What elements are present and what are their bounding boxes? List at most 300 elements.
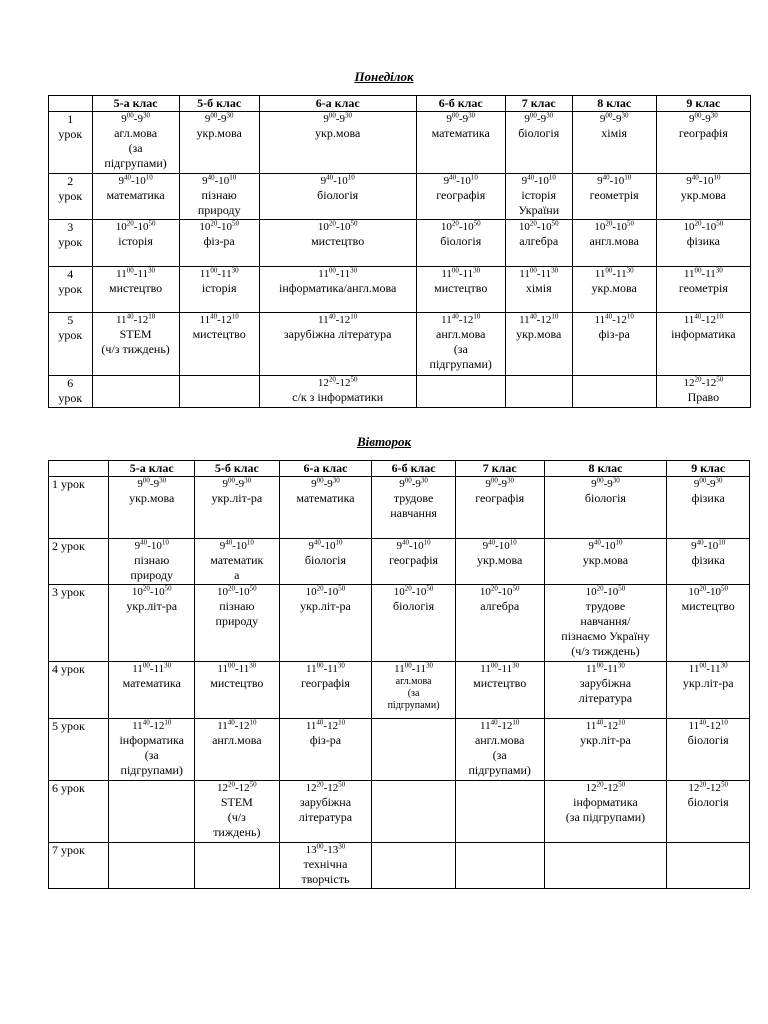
time-start-minutes: 00 [529,111,537,120]
time-end-minutes: 30 [337,661,345,670]
subject-line: біологія [687,795,729,809]
time-end-minutes: 50 [338,780,346,789]
time-end-hour: 11 [327,663,338,675]
time-end-minutes: 30 [468,111,476,120]
lesson-time: $9^{00}-9^{30}$ [524,111,554,125]
lesson-time: $11^{40}-12^{10}$ [519,312,559,326]
lesson-cell [259,174,416,220]
time-end-minutes: 10 [720,718,728,727]
time-start-minutes: 40 [142,718,150,727]
lesson-cell [544,585,667,662]
lesson-time: $9^{40}-10^{10}$ [396,538,431,552]
lesson-cell [259,376,416,408]
class-header: 6-а клас [259,96,416,112]
lesson-cell [279,662,372,719]
time-end-minutes: 10 [145,173,153,182]
time-start-minutes: 00 [404,661,412,670]
time-end-hour: 12 [238,782,250,794]
time-start-minutes: 00 [596,661,604,670]
subject-line: англ.мова [436,327,486,341]
lesson-label-line: 3 [67,220,74,234]
lesson-cell [372,662,456,719]
lesson-label-line: 7 урок [52,843,85,857]
time-end-hour: 12 [462,314,474,326]
time-start-minutes: 00 [210,266,218,275]
lesson-label-line: урок [58,235,83,249]
lesson-time: $11^{40}-12^{10}$ [480,718,520,732]
time-end-minutes: 10 [423,538,431,547]
time-start-minutes: 20 [126,219,134,228]
time-end-hour: 11 [339,268,351,280]
lesson-cell [92,376,179,408]
lesson-cell [279,477,372,539]
time-end-hour: 11 [540,268,552,280]
subject-line: мистецтво [311,234,365,248]
subject-line: математик [210,553,264,567]
time-end-minutes: 50 [716,219,724,228]
time-end-minutes: 10 [715,312,723,321]
time-start-hour: 11 [199,314,211,326]
lesson-label-line: 3 урок [52,585,85,599]
lesson-time: $9^{40}-10^{10}$ [588,538,623,552]
time-start-hour: 10 [688,586,700,598]
time-end-hour: 12 [153,720,165,732]
time-end-minutes: 30 [720,661,728,670]
time-start-minutes: 40 [326,173,334,182]
lesson-time: $9^{00}-9^{30}$ [689,111,718,125]
time-start-hour: 11 [585,720,597,732]
subject-line: агл.мова [114,126,158,140]
time-start-minutes: 40 [596,718,604,727]
lesson-cell [109,477,195,539]
lesson-time: $10^{20}-10^{50}$ [131,584,172,598]
subject-line: (за [453,342,468,356]
lesson-cell [544,719,667,781]
subject-line: зарубіжна література [283,327,392,341]
time-end-hour: 10 [336,175,348,187]
subject-line: інформатика [119,733,184,747]
time-end-hour: 12 [501,720,513,732]
subject-line: фіз-ра [203,234,235,248]
time-start-minutes: 20 [596,584,604,593]
subject-line: пізнаю [134,553,170,567]
time-start-minutes: 40 [694,312,702,321]
table-row [49,112,751,174]
lesson-cell [92,112,179,174]
time-start-hour: 9 [399,478,405,490]
subject-line: біологія [317,188,359,202]
time-end-hour: 10 [221,221,232,233]
header-row [49,96,751,112]
time-start-minutes: 40 [227,718,235,727]
subject-line: фізика [686,234,720,248]
time-start-hour: 9 [204,113,211,125]
time-end-hour: 9 [607,478,613,490]
time-start-minutes: 00 [451,266,459,275]
time-end-minutes: 30 [332,476,340,485]
time-end-minutes: 30 [148,266,156,275]
subject-line: STEM [119,327,152,341]
table-row [49,719,750,781]
time-end-minutes: 10 [338,718,346,727]
time-start-minutes: 20 [227,584,235,593]
time-start-hour: 9 [597,175,603,187]
time-end-minutes: 10 [624,173,632,182]
time-start-hour: 11 [394,663,405,675]
time-start-minutes: 00 [529,266,537,275]
time-start-minutes: 20 [451,219,459,228]
subject-line: трудове [393,491,434,505]
time-start-hour: 10 [440,221,452,233]
time-end-hour: 10 [540,221,552,233]
time-start-minutes: 20 [210,219,218,228]
lesson-cell [667,843,750,889]
tuesday-title: Вівторок [356,434,412,449]
time-start-hour: 11 [683,268,695,280]
lesson-time: $9^{40}-10^{10}$ [308,538,343,552]
time-start-hour: 11 [480,720,491,732]
lesson-label-line: урок [58,189,83,203]
time-start-hour: 12 [683,377,695,389]
lesson-cell [455,781,544,843]
time-end-hour: 12 [607,720,619,732]
time-end-hour: 11 [462,268,474,280]
time-start-hour: 9 [591,478,597,490]
time-end-minutes: 10 [718,538,726,547]
class-header: 6-б клас [416,96,505,112]
lesson-cell [195,719,280,781]
lesson-cell [279,719,372,781]
time-start-minutes: 00 [142,661,150,670]
subject-line: зарубіжна [579,676,632,690]
subject-line: підгрупами) [468,763,531,777]
time-end-hour: 10 [710,586,722,598]
subject-line: укр.літ-ра [126,599,178,613]
time-start-hour: 10 [393,586,405,598]
time-start-minutes: 20 [316,584,324,593]
time-end-hour: 11 [238,663,250,675]
lesson-time: $9^{00}-9^{30}$ [204,111,234,125]
time-start-minutes: 40 [691,173,699,182]
time-start-minutes: 00 [699,661,707,670]
subject-line: фізика [691,553,725,567]
time-end-hour: 10 [153,586,165,598]
lesson-time: $12^{20}-12^{50}$ [683,375,724,389]
time-start-minutes: 20 [694,375,702,384]
time-end-minutes: 50 [721,780,729,789]
lesson-cell [279,781,372,843]
lesson-time: $9^{00}-9^{30}$ [446,111,476,125]
lesson-label-line: 4 [67,267,74,281]
time-end-minutes: 50 [618,780,626,789]
lesson-cell [656,313,750,376]
lesson-time: $10^{20}-10^{50}$ [585,584,626,598]
lesson-cell [544,477,667,539]
table-row [49,843,750,889]
class-header: 9 клас [656,96,750,112]
lesson-cell [92,220,179,267]
subject-line: (ч/з тиждень) [571,644,640,658]
lesson-cell [656,376,750,408]
time-end-hour: 9 [710,478,716,490]
lesson-label-line: урок [58,391,83,405]
time-start-minutes: 20 [699,780,707,789]
time-end-hour: 10 [705,221,717,233]
lesson-label-line: урок [58,127,83,141]
class-header: 5-а клас [109,461,195,477]
subject-line: біологія [304,553,346,567]
lesson-time: $10^{20}-10^{50}$ [199,219,239,233]
subject-line: пізнаю [219,599,255,613]
time-end-minutes: 10 [551,312,559,321]
time-end-hour: 10 [134,175,146,187]
time-start-hour: 11 [217,720,228,732]
lesson-cell [455,539,544,585]
subject-line: зарубіжна [299,795,352,809]
lesson-cell [179,267,259,313]
lesson-time: $11^{00}-11^{30}$ [688,661,728,675]
time-end-minutes: 30 [551,266,559,275]
lesson-cell [667,585,750,662]
time-end-minutes: 30 [142,111,150,120]
lesson-label-line: 6 [67,376,74,390]
time-start-hour: 9 [320,175,327,187]
lesson-cell [572,112,656,174]
time-start-minutes: 20 [490,584,498,593]
class-header: 8 клас [572,96,656,112]
time-start-hour: 10 [216,586,228,598]
lesson-cell [195,662,280,719]
subject-line: укр.літ-ра [300,599,351,613]
time-start-hour: 9 [588,540,594,552]
subject-line: Право [687,390,720,404]
time-start-hour: 11 [318,268,329,280]
time-end-minutes: 10 [618,718,626,727]
lesson-cell [179,220,259,267]
time-end-hour: 10 [238,586,250,598]
time-end-minutes: 30 [231,266,239,275]
time-start-hour: 9 [524,113,530,125]
time-start-hour: 9 [308,540,314,552]
lesson-cell [455,843,544,889]
lesson-cell [109,719,195,781]
lesson-cell [259,313,416,376]
lesson-label-line: 5 [67,313,74,327]
lesson-label-line: 6 урок [52,781,85,795]
subject-line: (за [128,141,143,155]
lesson-cell [505,313,572,376]
lesson-number [49,376,93,408]
time-end-hour: 9 [327,478,333,490]
subject-line: підгрупами) [429,357,492,371]
time-end-hour: 12 [137,314,149,326]
time-start-minutes: 40 [313,538,321,547]
lesson-time: $9^{40}-10^{10}$ [219,538,254,552]
lesson-cell [109,585,195,662]
time-start-hour: 11 [318,314,329,326]
time-end-minutes: 10 [229,173,237,182]
time-start-hour: 9 [691,540,697,552]
lesson-cell [572,174,656,220]
time-end-hour: 12 [705,377,717,389]
time-end-minutes: 30 [617,661,625,670]
time-end-hour: 10 [412,540,424,552]
time-end-minutes: 30 [512,661,520,670]
time-start-minutes: 20 [596,780,604,789]
time-end-minutes: 10 [473,312,481,321]
tuesday-schedule-table [48,460,750,889]
lesson-time: $11^{40}-12^{10}$ [441,312,481,326]
time-start-minutes: 00 [451,111,459,120]
time-start-hour: 11 [116,268,127,280]
table-row [49,174,751,220]
time-end-hour: 11 [501,663,513,675]
time-start-hour: 9 [521,175,528,187]
lesson-time: $9^{00}-9^{30}$ [485,476,515,490]
time-end-minutes: 30 [715,266,723,275]
time-end-minutes: 50 [148,219,156,228]
time-start-minutes: 20 [694,219,702,228]
lesson-number [49,174,93,220]
table-row [49,376,751,408]
lesson-cell [372,477,456,539]
time-end-hour: 10 [607,586,619,598]
subject-line: англ.мова [212,733,262,747]
lesson-time: $11^{00}-11^{30}$ [306,661,345,675]
time-start-minutes: 40 [529,312,537,321]
lesson-cell [279,539,372,585]
time-end-hour: 9 [238,478,245,490]
time-end-hour: 10 [415,586,427,598]
lesson-time: $11^{40}-12^{10}$ [305,718,346,732]
time-start-hour: 11 [688,720,700,732]
lesson-time: $9^{40}-10^{10}$ [597,173,632,187]
time-end-hour: 10 [324,540,336,552]
time-end-hour: 12 [238,720,250,732]
time-start-minutes: 00 [227,476,235,485]
lesson-cell [656,112,750,174]
time-start-hour: 9 [202,175,208,187]
time-end-minutes: 30 [612,476,620,485]
lesson-time: $11^{00}-11^{30}$ [519,266,559,280]
subject-line: творчість [301,872,350,886]
time-end-minutes: 10 [249,718,257,727]
lesson-cell [195,843,280,889]
lesson-cell [179,112,259,174]
lesson-number [49,112,93,174]
lesson-cell [279,585,372,662]
subject-line: тиждень) [213,825,261,839]
time-start-minutes: 00 [316,476,324,485]
lesson-time: $9^{40}-10^{10}$ [134,538,169,552]
lesson-cell [544,662,667,719]
time-end-hour: 10 [235,540,247,552]
time-start-hour: 10 [585,586,597,598]
time-start-minutes: 40 [210,312,218,321]
lesson-cell [572,376,656,408]
time-end-hour: 12 [220,314,232,326]
time-end-minutes: 10 [626,312,634,321]
lesson-time: $9^{40}-10^{10}$ [202,173,237,187]
lesson-time: $9^{00}-9^{30}$ [311,476,340,490]
time-end-hour: 11 [705,268,716,280]
subject-line: математика [431,126,490,140]
time-end-hour: 12 [339,377,351,389]
subject-line: географія [475,491,525,505]
subject-line: фіз-ра [598,327,630,341]
time-start-minutes: 00 [210,111,218,120]
time-end-hour: 11 [710,663,721,675]
table-row [49,267,751,313]
time-end-hour: 11 [415,663,426,675]
lesson-time: $9^{00}-9^{30}$ [399,476,428,490]
lesson-time: $10^{20}-10^{50}$ [683,219,724,233]
time-start-hour: 9 [396,540,402,552]
lesson-number [49,662,109,719]
subject-line: укр.мова [591,281,637,295]
lesson-time: $11^{00}-11^{30}$ [217,661,257,675]
time-end-hour: 10 [218,175,230,187]
time-end-minutes: 50 [338,584,346,593]
time-start-hour: 9 [482,540,489,552]
time-start-minutes: 20 [227,780,235,789]
time-end-hour: 12 [540,314,552,326]
lesson-cell [416,376,505,408]
subject-line: інформатика/англ.мова [279,281,397,295]
time-end-minutes: 50 [249,584,257,593]
subject-line: пізнаємо Україну [561,629,650,643]
time-start-hour: 11 [132,720,143,732]
lesson-cell [416,313,505,376]
subject-line: хімія [601,126,628,140]
time-end-minutes: 30 [226,111,234,120]
time-start-minutes: 00 [404,476,412,485]
time-end-minutes: 30 [249,661,257,670]
time-start-hour: 10 [131,586,143,598]
lesson-cell [109,662,195,719]
subject-line: (ч/з [227,810,246,824]
lesson-time: $11^{40}-12^{10}$ [115,312,156,326]
time-start-minutes: 20 [328,375,336,384]
lesson-time: $10^{20}-10^{50}$ [317,219,358,233]
time-start-minutes: 00 [596,476,604,485]
time-end-minutes: 10 [335,538,343,547]
time-end-hour: 10 [137,221,149,233]
lesson-time: $9^{00}-9^{30}$ [323,111,352,125]
time-end-hour: 9 [415,478,421,490]
table-row [49,781,750,843]
subject-line: укр.мова [196,126,242,140]
lesson-cell [195,539,280,585]
time-end-hour: 9 [221,113,227,125]
subject-line: укр.мова [477,553,523,567]
time-start-hour: 10 [115,221,127,233]
subject-line: укр.мова [129,491,175,505]
time-start-minutes: 40 [124,173,132,182]
lesson-time: $12^{20}-12^{50}$ [317,375,358,389]
time-start-minutes: 40 [699,718,707,727]
lesson-time: $10^{20}-10^{50}$ [440,219,481,233]
time-start-hour: 9 [137,478,143,490]
subject-line: України [518,203,560,217]
time-start-minutes: 20 [605,219,613,228]
monday-schedule-table [48,95,751,408]
time-end-minutes: 50 [164,584,172,593]
time-start-hour: 9 [689,113,695,125]
time-end-minutes: 50 [512,584,520,593]
lesson-cell [372,719,456,781]
subject-line: навчання/ [580,614,631,628]
